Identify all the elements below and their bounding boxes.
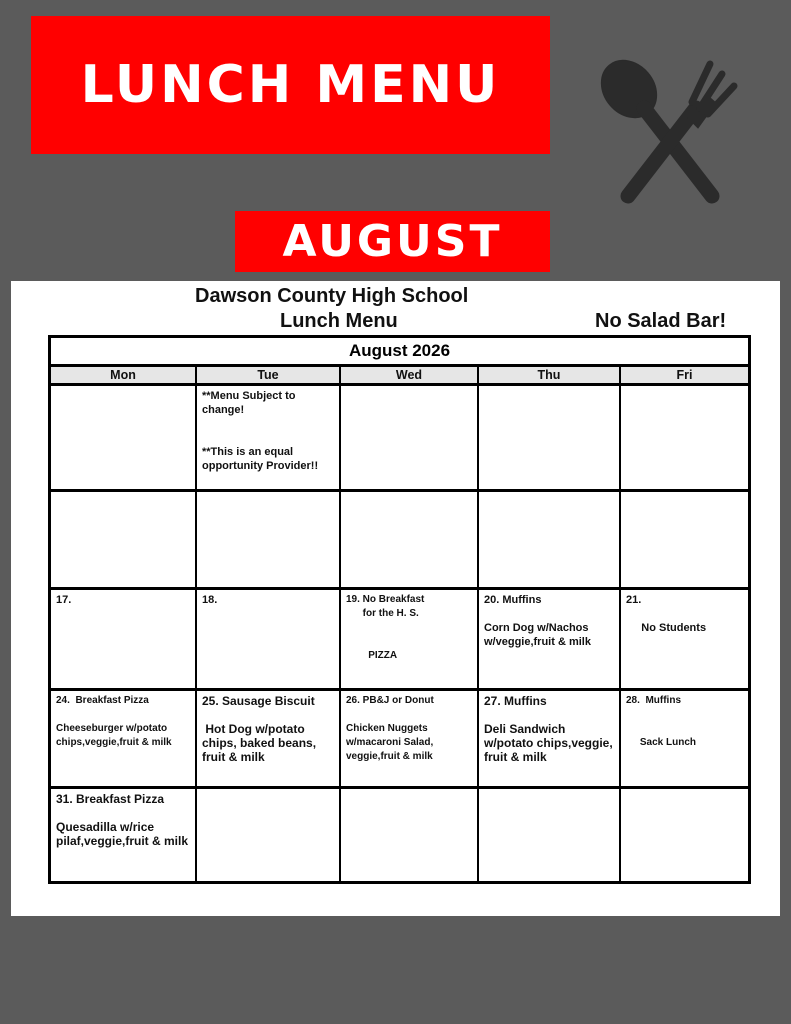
day-cell <box>51 789 197 881</box>
menu-line: change! <box>202 404 245 416</box>
day-cell <box>479 590 621 688</box>
day-cell <box>341 691 479 786</box>
menu-line <box>202 431 334 445</box>
day-cell <box>197 492 341 587</box>
weekday-header: Fri <box>676 368 693 382</box>
menu-line: w/veggie,fruit & milk <box>484 636 591 648</box>
calendar-month: August 2026 <box>51 338 748 367</box>
day-cell <box>479 789 621 881</box>
banner-title: LUNCH MENU <box>80 55 501 115</box>
menu-line <box>484 708 614 722</box>
calendar-grid <box>48 335 751 884</box>
weekday-header: Thu <box>479 367 621 383</box>
menu-line: Sack Lunch <box>626 737 697 748</box>
day-cell <box>51 492 197 587</box>
week-row <box>51 789 748 881</box>
menu-line: 31. Breakfast Pizza <box>56 792 165 806</box>
menu-line <box>626 607 743 621</box>
menu-line: Corn Dog w/Nachos <box>484 622 589 634</box>
menu-line: 24. Breakfast Pizza <box>56 695 149 706</box>
menu-line: **Menu Subject to <box>202 390 296 402</box>
salad-bar-note: No Salad Bar! <box>595 310 727 332</box>
menu-line <box>346 635 472 649</box>
weekday-header: Tue <box>197 367 341 383</box>
menu-line: **This is an equal <box>202 446 294 458</box>
menu-line: PIZZA <box>346 650 398 661</box>
day-cell <box>197 789 341 881</box>
day-cell <box>479 492 621 587</box>
sheet-subtitle: Lunch Menu <box>280 310 398 332</box>
day-cell <box>341 590 479 688</box>
menu-line: 18. <box>202 594 218 606</box>
day-cell <box>479 386 621 489</box>
menu-line: fruit & milk <box>484 750 547 764</box>
menu-line <box>346 708 472 722</box>
weekday-header-row <box>51 367 748 386</box>
week-row <box>51 492 748 590</box>
menu-line <box>56 806 190 820</box>
menu-line: chips, baked beans, <box>202 736 317 750</box>
menu-line: veggie,fruit & milk <box>346 751 433 762</box>
day-cell <box>51 386 197 489</box>
menu-line: chips,veggie,fruit & milk <box>56 737 172 748</box>
week-row <box>51 691 748 789</box>
menu-line: 26. PB&J or Donut <box>346 695 434 706</box>
menu-line: Quesadilla w/rice <box>56 820 155 834</box>
menu-line: 19. No Breakfast <box>346 594 425 605</box>
day-cell <box>621 492 748 587</box>
menu-line: Hot Dog w/potato <box>202 722 305 736</box>
day-cell <box>51 590 197 688</box>
day-cell <box>621 386 748 489</box>
menu-line: 25. Sausage Biscuit <box>202 694 315 708</box>
day-cell <box>197 590 341 688</box>
menu-line <box>56 708 190 722</box>
menu-line: Chicken Nuggets <box>346 723 428 734</box>
menu-line: pilaf,veggie,fruit & milk <box>56 834 189 848</box>
day-cell <box>341 492 479 587</box>
menu-line <box>202 417 334 431</box>
menu-line: for the H. S. <box>346 608 419 619</box>
menu-line <box>484 607 614 621</box>
menu-sheet <box>11 281 780 916</box>
menu-line: w/potato chips,veggie, <box>484 736 613 750</box>
menu-line <box>346 621 472 635</box>
school-name: Dawson County High School <box>195 285 469 307</box>
weekday-header: Wed <box>341 367 479 383</box>
menu-line: 28. Muffins <box>626 695 682 706</box>
day-cell <box>51 691 197 786</box>
menu-line: 17. <box>56 594 72 606</box>
banner-month: AUGUST <box>282 216 503 267</box>
menu-line: opportunity Provider!! <box>202 460 319 472</box>
day-cell <box>479 691 621 786</box>
menu-line: Cheeseburger w/potato <box>56 723 168 734</box>
menu-line <box>202 708 334 722</box>
menu-line <box>626 722 743 736</box>
menu-line: fruit & milk <box>202 750 265 764</box>
day-cell <box>197 691 341 786</box>
menu-line: 20. Muffins <box>484 594 542 606</box>
day-cell <box>621 789 748 881</box>
menu-line: w/macaroni Salad, <box>346 737 434 748</box>
week-row <box>51 590 748 691</box>
day-cell <box>197 386 341 489</box>
menu-line: 21. <box>626 594 642 606</box>
menu-line: Deli Sandwich <box>484 722 566 736</box>
week-row <box>51 386 748 492</box>
month-banner <box>235 211 550 272</box>
menu-line <box>626 708 743 722</box>
menu-line: No Students <box>626 622 707 634</box>
menu-line: 27. Muffins <box>484 694 547 708</box>
lunch-menu-banner <box>31 16 550 154</box>
spoon-fork-icon <box>596 56 746 212</box>
day-cell <box>621 590 748 688</box>
day-cell <box>341 386 479 489</box>
day-cell <box>341 789 479 881</box>
weekday-header: Mon <box>51 367 197 383</box>
day-cell <box>621 691 748 786</box>
